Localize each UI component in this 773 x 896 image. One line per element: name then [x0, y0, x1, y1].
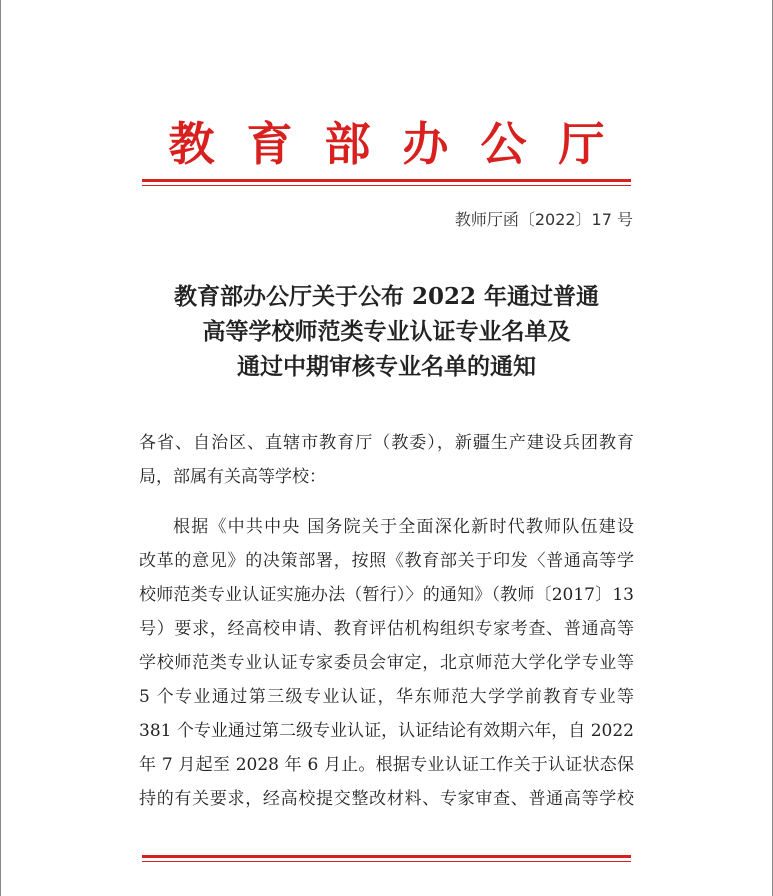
body-line: 5 个专业通过第三级专业认证，华东师范大学学前教育专业等 [139, 687, 634, 707]
body-line: 381 个专业通过第二级专业认证，认证结论有效期六年，自 2022 [139, 721, 634, 741]
body-line: 根据《中共中央 国务院关于全面深化新时代教师队伍建设 [173, 517, 634, 537]
salutation-line: 各省、自治区、直辖市教育厅（教委），新疆生产建设兵团教育 [139, 433, 634, 453]
document-title-line: 通过中期审核专业名单的通知 [237, 353, 536, 380]
document-number: 教师厅函〔2022〕17 号 [454, 210, 633, 229]
body-line: 学校师范类专业认证专家委员会审定，北京师范大学化学专业等 [139, 653, 634, 673]
body-line: 号）要求，经高校申请、教育评估机构组织专家考查、普通高等 [139, 619, 634, 639]
header-divider-thin [142, 185, 631, 186]
header-divider-thick [142, 179, 631, 182]
document-title-line: 高等学校师范类专业认证专业名单及 [202, 318, 571, 345]
footer-divider-thin [142, 861, 631, 862]
issuer-header: 教育部办公厅 [168, 117, 637, 171]
body-line: 改革的意见》的决策部署，按照《教育部关于印发〈普通高等学 [139, 551, 634, 571]
body-line: 持的有关要求，经高校提交整改材料、专家审查、普通高等学校 [139, 789, 634, 809]
body-line: 校师范类专业认证实施办法（暂行）〉的通知》（教师〔2017〕13 [139, 585, 634, 605]
salutation [139, 426, 634, 494]
footer-divider-thick [142, 855, 631, 858]
body-line: 年 7 月起至 2028 年 6 月止。根据专业认证工作关于认证状态保 [139, 755, 634, 775]
document-title [0, 279, 773, 384]
document-title-line: 教育部办公厅关于公布 2022 年通过普通 [173, 283, 600, 310]
body-paragraph [139, 510, 634, 816]
salutation-line: 局，部属有关高等学校： [139, 467, 326, 487]
